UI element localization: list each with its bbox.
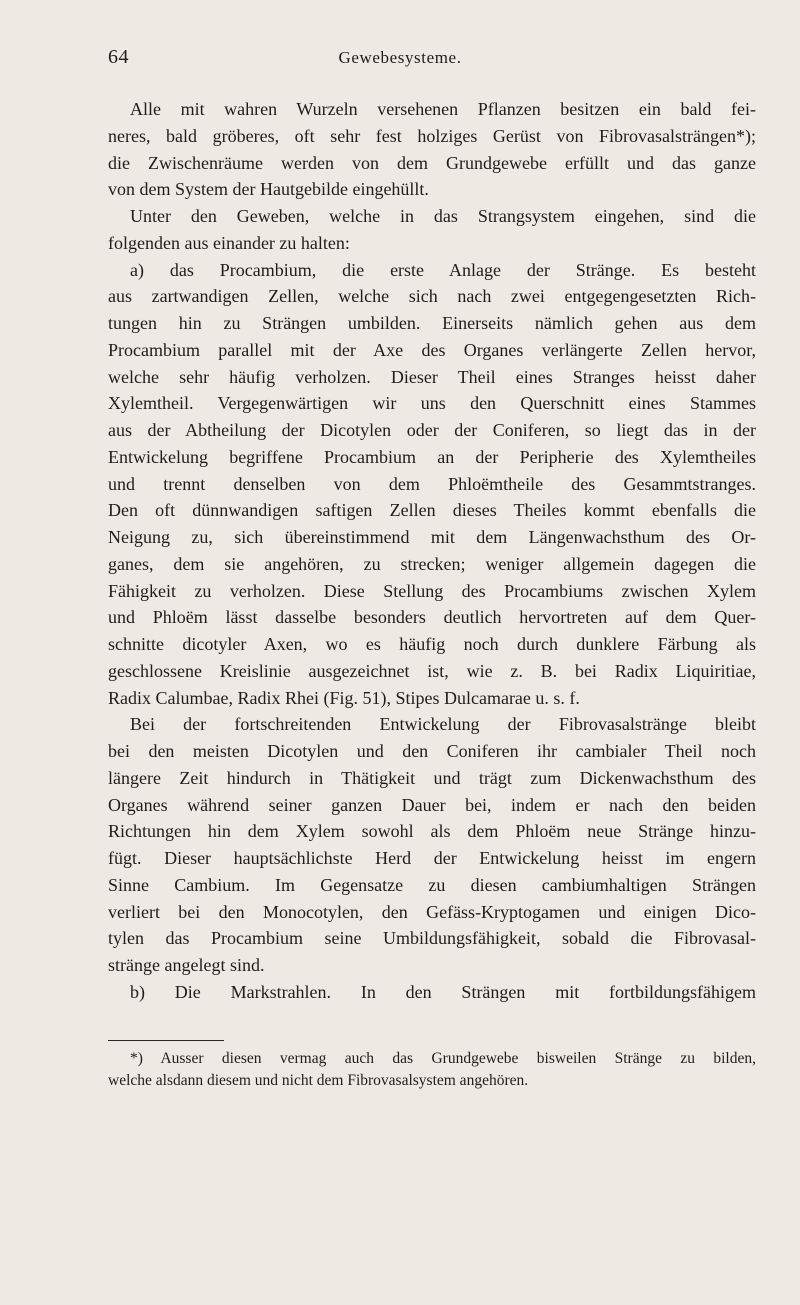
text-line: bei den meisten Dicotylen und den Coniferen ihr cambialer Theil noch <box>108 741 756 761</box>
text-line: Radix Calumbae, Radix Rhei (Fig. 51), Stipes Dulcamarae u. s. f. <box>108 687 580 708</box>
footnote-line: welche alsdann diesem und nicht dem Fibrovasalsystem angehören. <box>108 1072 529 1089</box>
text-line: aus zartwandigen Zellen, welche sich nach zwei entgegengesetzten Rich- <box>108 286 756 307</box>
main-text <box>108 96 756 1006</box>
text-line: Organes während seiner ganzen Dauer bei, indem er nach den beiden <box>108 794 756 815</box>
text-line: Sinne Cambium. Im Gegensatze zu diesen cambiumhaltigen Strängen <box>108 874 756 895</box>
text-line: Neigung zu, sich übereinstimmend mit dem Längenwachsthum des Or- <box>108 527 756 547</box>
text-line: Fähigkeit zu verholzen. Diese Stellung des Procambiums zwischen Xylem <box>108 580 756 601</box>
text-line: tungen hin zu Strängen umbilden. Einerseits nämlich gehen aus dem <box>108 313 756 333</box>
text-line: schnitte dicotyler Axen, wo es häufig noch durch dunklere Färbung als <box>108 634 756 654</box>
text-line: Alle mit wahren Wurzeln versehenen Pflanzen besitzen ein bald fei- <box>130 99 756 119</box>
footnote-divider <box>108 1040 224 1041</box>
text-line: längere Zeit hindurch in Thätigkeit und trägt zum Dickenwachsthum des <box>108 767 756 788</box>
running-head: Gewebesysteme. <box>338 48 462 67</box>
page-header <box>0 46 800 76</box>
text-line: folgenden aus einander zu halten: <box>108 232 350 253</box>
text-line: aus der Abtheilung der Dicotylen oder der Coniferen, so liegt das in der <box>108 420 756 440</box>
text-line: neres, bald gröberes, oft sehr fest holziges Gerüst von Fibrovasalsträngen*); <box>108 125 756 146</box>
text-line: Bei der fortschreitenden Entwickelung der Fibrovasalstränge bleibt <box>130 714 756 735</box>
footnote-line: *) Ausser diesen vermag auch das Grundgewebe bisweilen Stränge zu bilden, <box>130 1050 756 1067</box>
text-line: Entwickelung begriffene Procambium an der Peripherie des Xylemtheiles <box>108 446 756 467</box>
text-line: welche sehr häufig verholzen. Dieser Theil eines Stranges heisst daher <box>108 366 756 387</box>
text-line: und Phloëm lässt dasselbe besonders deutlich hervortreten auf dem Quer- <box>108 607 756 628</box>
text-line: Richtungen hin dem Xylem sowohl als dem Phloëm neue Stränge hinzu- <box>108 821 756 842</box>
text-line: fügt. Dieser hauptsächlichste Herd der Entwickelung heisst im engern <box>108 848 756 868</box>
text-line: Unter den Geweben, welche in das Strangsystem eingehen, sind die <box>130 206 756 226</box>
footnote <box>108 1048 756 1092</box>
text-line: verliert bei den Monocotylen, den Gefäss-Kryptogamen und einigen Dico- <box>108 901 756 922</box>
text-line: geschlossene Kreislinie ausgezeichnet ist, wie z. B. bei Radix Liquiritiae, <box>108 660 756 681</box>
text-line: a) das Procambium, die erste Anlage der Stränge. Es besteht <box>130 259 756 280</box>
text-line: tylen das Procambium seine Umbildungsfähigkeit, sobald die Fibrovasal- <box>108 928 756 949</box>
text-line: von dem System der Hautgebilde eingehüllt. <box>108 179 429 200</box>
text-line: Procambium parallel mit der Axe des Organes verlängerte Zellen hervor, <box>108 339 756 360</box>
text-line: Xylemtheil. Vergegenwärtigen wir uns den Querschnitt eines Stammes <box>108 393 756 414</box>
text-line: ganes, dem sie angehören, zu strecken; weniger allgemein dagegen die <box>108 553 756 574</box>
text-line: stränge angelegt sind. <box>108 955 265 975</box>
page-number: 64 <box>108 46 129 68</box>
text-line: Den oft dünnwandigen saftigen Zellen dieses Theiles kommt ebenfalls die <box>108 500 756 521</box>
text-line: die Zwischenräume werden von dem Grundgewebe erfüllt und das ganze <box>108 152 756 173</box>
text-line: und trennt denselben von dem Phloëmtheile des Gesammtstranges. <box>108 473 756 494</box>
text-line: b) Die Markstrahlen. In den Strängen mit fortbildungsfähigem <box>130 981 756 1002</box>
